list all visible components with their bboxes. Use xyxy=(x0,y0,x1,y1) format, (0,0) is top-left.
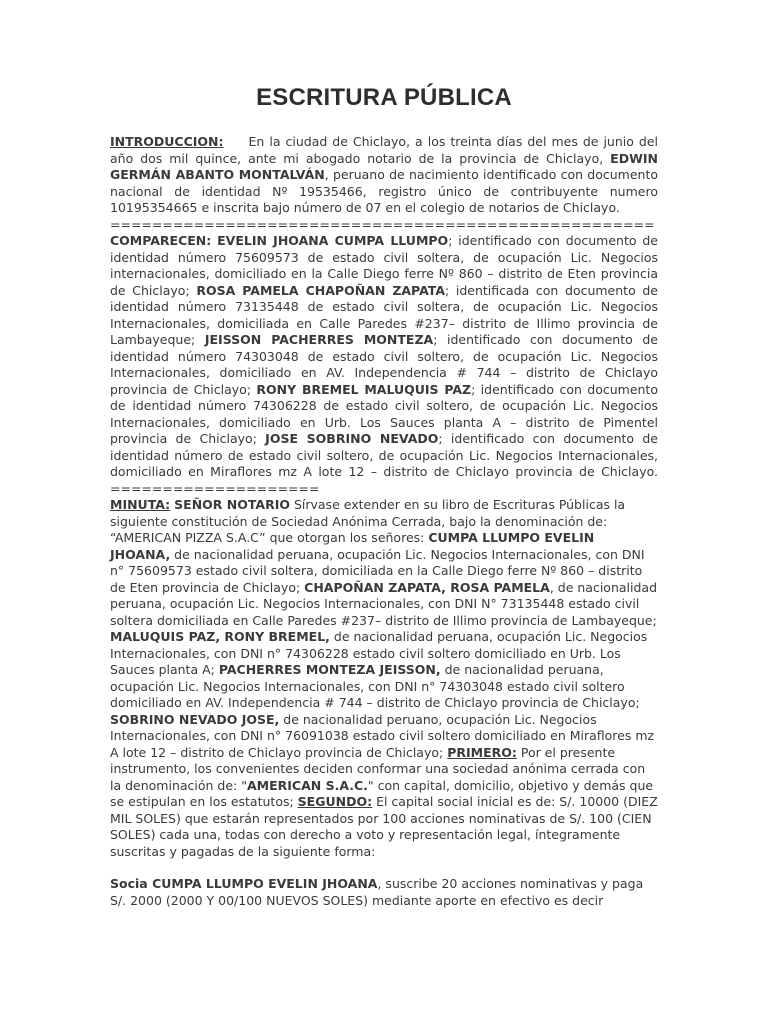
member-name: CUMPA LLUMPO EVELIN JHOANA, xyxy=(110,530,595,562)
notary-name: EDWIN GERMÁN ABANTO MONTALVÁN xyxy=(110,150,658,182)
introduccion-label: INTRODUCCION: xyxy=(110,134,224,149)
minuta-label: MINUTA: xyxy=(110,497,171,512)
comparecen-paragraph: COMPARECEN: EVELIN JHOANA CUMPA LLUMPO; identificado con documento de identidad número 75609573 de estado civil soltera, de ocupación Lic. Negocios internacionales, domiciliado en la Calle Diego ferre Nº 860 – distrito de Eten provincia de Chiclayo; ROSA PAMELA CHAPOÑAN ZAPATA; identificada con documento de identidad número 73135448 de estado civil soltera, de ocupación Lic. Negocios Internacionales, domiciliada en Calle Paredes #237– distrito de Illimo provincia de Lambayeque; JEISSON PACHERRES MONTEZA; identificado con documento de identidad número 74303048 de estado civil soltero, de ocupación Lic. Negocios Internacionales, domiciliado en AV. Independencia # 744 – distrito de Chiclayo provincia de Chiclayo; RONY BREMEL MALUQUIS PAZ; identificado con documento de identidad número 74306228 de estado civil soltero, de ocupación Lic. Negocios Internacionales, domiciliado en Urb. Los Sauces planta A – distrito de Pimentel provincia de Chiclayo; JOSE SOBRINO NEVADO; identificado con documento de identidad número de estado civil soltero, de ocupación Lic. Negocios Internacionales, domiciliado en Miraflores mz A lote 12 – distrito de Chiclayo provincia de Chiclayo. ==================== xyxy=(110,233,658,496)
member-name: SOBRINO NEVADO JOSE, xyxy=(110,711,280,727)
party-name: ROSA PAMELA CHAPOÑAN ZAPATA xyxy=(196,282,446,298)
segundo-label: SEGUNDO: xyxy=(297,794,373,809)
member-name: PACHERRES MONTEZA JEISSON, xyxy=(218,662,441,677)
paragraph-gap xyxy=(110,860,658,876)
member-name: MALUQUIS PAZ, RONY BREMEL, xyxy=(110,629,330,644)
party-name: JOSE SOBRINO NEVADO xyxy=(265,431,439,446)
comparecen-label: COMPARECEN: xyxy=(110,233,212,248)
company-name: AMERICAN S.A.C. xyxy=(246,777,368,793)
party-name: RONY BREMEL MALUQUIS PAZ xyxy=(256,381,472,397)
document-page xyxy=(110,84,658,909)
socia-paragraph: Socia CUMPA LLUMPO EVELIN JHOANA, suscribe 20 acciones nominativas y paga S/. 2000 (2000 Y 00/100 NUEVOS SOLES) mediante aporte en efectivo es decir xyxy=(110,876,644,908)
minuta-paragraph: MINUTA: SEÑOR NOTARIO Sírvase extender en su libro de Escrituras Públicas la siguiente constitución de Sociedad Anónima Cerrada, bajo la denominación de: “AMERICAN PIZZA S.A.C” que otorgan los señores: CUMPA LLUMPO EVELIN JHOANA, de nacionalidad peruana, ocupación Lic. Negocios Internacionales, con DNI n° 75609573 estado civil soltera, domiciliada en la Calle Diego ferre Nº 860 – distrito de Eten provincia de Chiclayo; CHAPOÑAN ZAPATA, ROSA PAMELA, de nacionalidad peruana, ocupación Lic. Negocios Internacionales, con DNI N° 73135448 estado civil soltera domiciliada en Calle Paredes #237– distrito de Illimo provincia de Lambayeque; MALUQUIS PAZ, RONY BREMEL, de nacionalidad peruana, ocupación Lic. Negocios Internacionales, con DNI n° 74306228 estado civil soltero domiciliado en Urb. Los Sauces planta A; PACHERRES MONTEZA JEISSON, de nacionalidad peruana, ocupación Lic. Negocios Internacionales, con DNI n° 74303048 estado civil soltero domiciliado en AV. Independencia # 744 – distrito de Chiclayo provincia de Chiclayo; SOBRINO NEVADO JOSE, de nacionalidad peruano, ocupación Lic. Negocios Internacionales, con DNI n° 76091038 estado civil soltero domiciliado en Miraflores mz A lote 12 – distrito de Chiclayo provincia de Chiclayo; PRIMERO: Por el presente instrumento, los convenientes deciden conformar una sociedad anónima cerrada con la denominación de: "AMERICAN S.A.C." con capital, domicilio, objetivo y demás que se estipulan en los estatutos; SEGUNDO: El capital social inicial es de: S/. 10000 (DIEZ MIL SOLES) que estarán representados por 100 acciones nominativas de S/. 100 (CIEN SOLES) cada una, todas con derecho a voto y representación legal, íntegramente suscritas y pagadas de la siguiente forma: xyxy=(110,497,658,859)
party-name: JEISSON PACHERRES MONTEZA xyxy=(204,332,434,347)
socia-label: Socia CUMPA LLUMPO EVELIN JHOANA xyxy=(110,876,378,891)
separator-line: ==================================================== xyxy=(110,216,655,232)
document-title: ESCRITURA PÚBLICA xyxy=(256,84,512,111)
member-name: CHAPOÑAN ZAPATA, ROSA PAMELA xyxy=(304,579,550,595)
primero-label: PRIMERO: xyxy=(447,744,517,760)
salutation: SEÑOR NOTARIO xyxy=(174,497,290,512)
introduccion-paragraph: INTRODUCCION: En la ciudad de Chiclayo, a los treinta días del mes de junio del año dos mil quince, ante mi abogado notario de la provincia de Chiclayo, EDWIN GERMÁN ABANTO MONTALVÁN, peruano de nacimiento identificado con documento nacional de identidad Nº 19535466, registro único de contribuyente numero 10195354665 e inscrita bajo número de 07 en el colegio de notarios de Chiclayo. xyxy=(110,134,659,215)
party-name: EVELIN JHOANA CUMPA LLUMPO xyxy=(217,233,449,248)
